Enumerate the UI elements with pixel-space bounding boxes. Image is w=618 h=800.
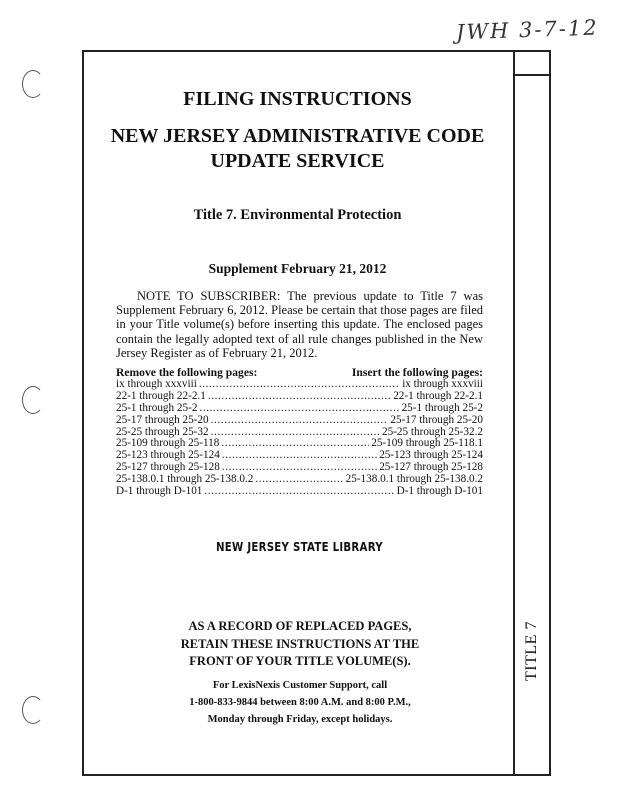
insert-pages-header: Insert the following pages: (351, 366, 483, 379)
service-title: UPDATE SERVICE (210, 150, 385, 172)
dot-leader (255, 474, 343, 486)
remove-range: 25-138.0.1 through 25-138.0.2 (116, 473, 254, 486)
remove-range: 25-123 through 25-124 (116, 449, 220, 462)
insert-range: 25-1 through 25-2 (401, 401, 483, 414)
customer-support-info (120, 677, 480, 728)
record-instruction (120, 618, 480, 671)
title-tab-label: TITLE 7 (523, 621, 540, 681)
dot-leader (208, 391, 391, 403)
remove-range: 25-25 through 25-32 (116, 425, 209, 438)
insert-range: 25-123 through 25-124 (379, 449, 483, 462)
dot-leader (199, 379, 400, 391)
support-phone-line: 1-800-833-9844 between 8:00 A.M. and 8:00 P.M., (189, 697, 411, 708)
record-line: AS A RECORD OF REPLACED PAGES, (188, 619, 412, 633)
remove-range: 25-17 through 25-20 (116, 413, 209, 426)
punch-hole-middle (22, 386, 44, 414)
remove-range: 25-1 through 25-2 (116, 401, 198, 414)
handwritten-initials-date: JWH 3-7-12 (455, 15, 600, 45)
document-title: FILING INSTRUCTIONS (183, 88, 412, 110)
table-row (116, 403, 483, 415)
insert-range: 25-138.0.1 through 25-138.0.2 (345, 473, 483, 486)
library-stamp: NEW JERSEY STATE LIBRARY (216, 540, 383, 554)
record-line: FRONT OF YOUR TITLE VOLUME(S). (189, 654, 411, 668)
page-replacement-table (116, 367, 483, 498)
insert-range: 25-25 through 25-32.2 (382, 425, 483, 438)
punch-hole-top (22, 70, 44, 98)
remove-pages-header: Remove the following pages: (116, 366, 258, 379)
supplement-date: Supplement February 21, 2012 (208, 261, 387, 276)
table-row (116, 486, 483, 498)
dot-leader (211, 427, 380, 439)
insert-range: 22-1 through 22-2.1 (393, 389, 483, 402)
remove-range: D-1 through D-101 (116, 485, 203, 498)
remove-range: 22-1 through 22-2.1 (116, 389, 206, 402)
code-title: NEW JERSEY ADMINISTRATIVE CODE (110, 125, 485, 147)
title-tab-divider (513, 74, 551, 76)
title-subject: Title 7. Environmental Protection (193, 207, 402, 223)
remove-range: ix through xxxviii (116, 377, 197, 390)
insert-range: 25-127 through 25-128 (379, 461, 483, 474)
support-line: For LexisNexis Customer Support, call (212, 680, 388, 691)
table-row (116, 415, 483, 427)
remove-range: 25-109 through 25-118 (116, 437, 220, 450)
insert-range: D-1 through D-101 (396, 485, 483, 498)
dot-leader (204, 486, 394, 498)
dot-leader (222, 450, 377, 462)
remove-range: 25-127 through 25-128 (116, 461, 220, 474)
punch-hole-bottom (22, 696, 44, 724)
table-row (116, 391, 483, 403)
insert-range: ix through xxxviii (402, 377, 483, 390)
dot-leader (199, 403, 399, 415)
dot-leader (211, 415, 389, 427)
insert-range: 25-17 through 25-20 (390, 413, 483, 426)
record-line: RETAIN THESE INSTRUCTIONS AT THE (180, 636, 420, 651)
dot-leader (221, 438, 369, 450)
support-line: Monday through Friday, except holidays. (207, 714, 393, 725)
note-to-subscriber: NOTE TO SUBSCRIBER: The previous update to Title 7 was Supplement February 6, 2012. Please be certain that those pages are filed in your Title volume(s) before inserting this update. The enclosed pages contain the legally adopted text of all rule changes published in the New Jersey Register as of February 21, 2012. (116, 289, 483, 360)
insert-range: 25-109 through 25-118.1 (371, 437, 483, 450)
